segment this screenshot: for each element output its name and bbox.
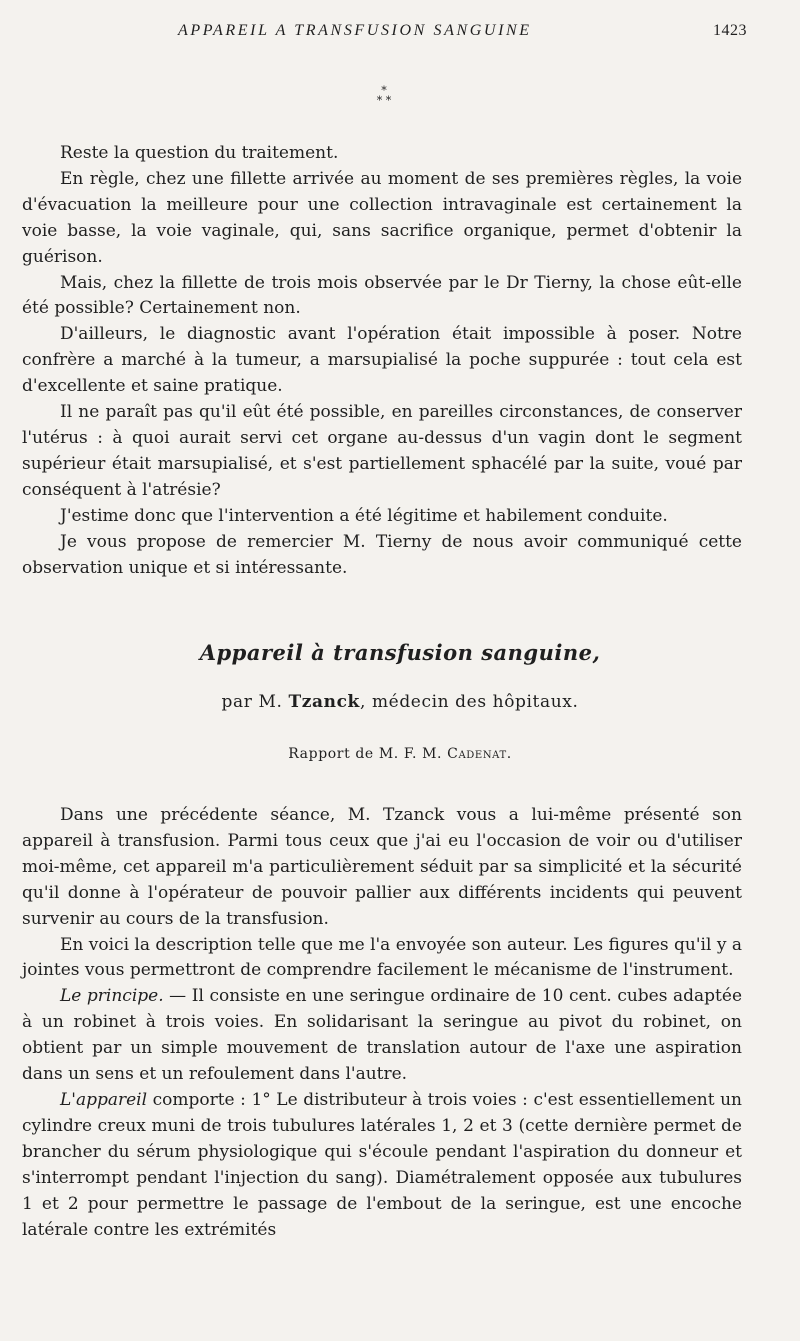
paragraph: En voici la description telle que me l'a envoyée son auteur. Les figures qu'il y a jointes vous permettront de comprendre facilement le mécanisme de l'instrument. bbox=[22, 934, 742, 981]
paragraph: Je vous propose de remercier M. Tierny de nous avoir communiqué cette observation unique et si intéressante. bbox=[22, 531, 742, 578]
asterism-bottom: * * bbox=[376, 94, 392, 107]
byline-author: Tzanck bbox=[288, 692, 360, 712]
running-title: APPAREIL A TRANSFUSION SANGUINE bbox=[178, 22, 532, 39]
asterism-top: * bbox=[381, 84, 387, 97]
asterism-separator bbox=[366, 86, 402, 106]
principle-paragraph bbox=[22, 984, 742, 1088]
paragraph: Reste la question du traitement. bbox=[60, 143, 339, 163]
paragraph: Il ne paraît pas qu'il eût été possible, en pareilles circonstances, de conserver l'utérus : à quoi aurait servi cet organe au-dessus d'un vagin dont le segment supérieur était marsupialisé, et s'est partiellement sphacélé par la suite, voué par conséquent à l'atrésie? bbox=[22, 402, 742, 500]
paragraph: En règle, chez une fillette arrivée au moment de ses premières règles, la voie d'évacuation la meilleure pour une collection intravaginale est certainement la voie basse, la voie vaginale, qui, sans sacrifice organique, permet d'obtenir la guérison. bbox=[22, 168, 742, 267]
report-line bbox=[0, 746, 800, 762]
apparatus-paragraph bbox=[22, 1088, 742, 1243]
article-body bbox=[22, 803, 742, 1243]
byline-prefix: par M. bbox=[221, 692, 283, 712]
article-byline bbox=[0, 692, 800, 712]
running-header bbox=[0, 22, 800, 42]
previous-report-conclusion bbox=[22, 141, 742, 581]
apparatus-label: L'appareil bbox=[60, 1089, 148, 1110]
paragraph: J'estime donc que l'intervention a été légitime et habilement conduite. bbox=[60, 505, 668, 526]
principle-label: Le principe. bbox=[60, 986, 164, 1007]
apparatus-text: comporte : 1° Le distributeur à trois voies : c'est essentiellement un cylindre creux muni de trois tubulures latérales 1, 2 et 3 (cette dernière permet de brancher du sérum physiologique qui s'écoule pendant l'aspiration du donneur et s'interrompt pendant l'injection du sang). Diamétralement opposée aux tubulures 1 et 2 pour permettre le passage de l'embout de la seringue, est une encoche latérale contre les extrémités bbox=[22, 1089, 742, 1240]
byline-suffix: , médecin des hôpitaux. bbox=[359, 692, 579, 712]
principle-text: — Il consiste en une seringue ordinaire de 10 cent. cubes adaptée à un robinet à trois voies. En solidarisant la seringue au pivot du robinet, on obtient par un simple mouvement de translation autour de l'axe une aspiration dans un sens et un refoulement dans l'autre. bbox=[22, 986, 743, 1085]
paragraph: Mais, chez la fillette de trois mois observée par le Dr Tierny, la chose eût-elle été possible? Certainement non. bbox=[22, 272, 742, 319]
report-suffix: . bbox=[506, 746, 512, 762]
paragraph: Dans une précédente séance, M. Tzanck vous a lui-même présenté son appareil à transfusion. Parmi tous ceux que j'ai eu l'occasion de voir ou d'utiliser moi-même, cet appareil m'a particulièrement séduit par sa simplicité et la sécurité qu'il donne à l'opérateur de pouvoir pallier aux différents incidents qui peuvent survenir au cours de la transfusion. bbox=[22, 805, 742, 929]
article-title: Appareil à transfusion sanguine, bbox=[199, 640, 601, 665]
report-prefix: Rapport de M. F. M. bbox=[288, 746, 443, 762]
paragraph: D'ailleurs, le diagnostic avant l'opération était impossible à poser. Notre confrère a marché à la tumeur, a marsupialisé la poche suppurée : tout cela est d'excellente et saine pratique. bbox=[22, 324, 742, 397]
page-number: 1423 bbox=[713, 22, 747, 39]
report-author: Cadenat bbox=[447, 746, 507, 762]
